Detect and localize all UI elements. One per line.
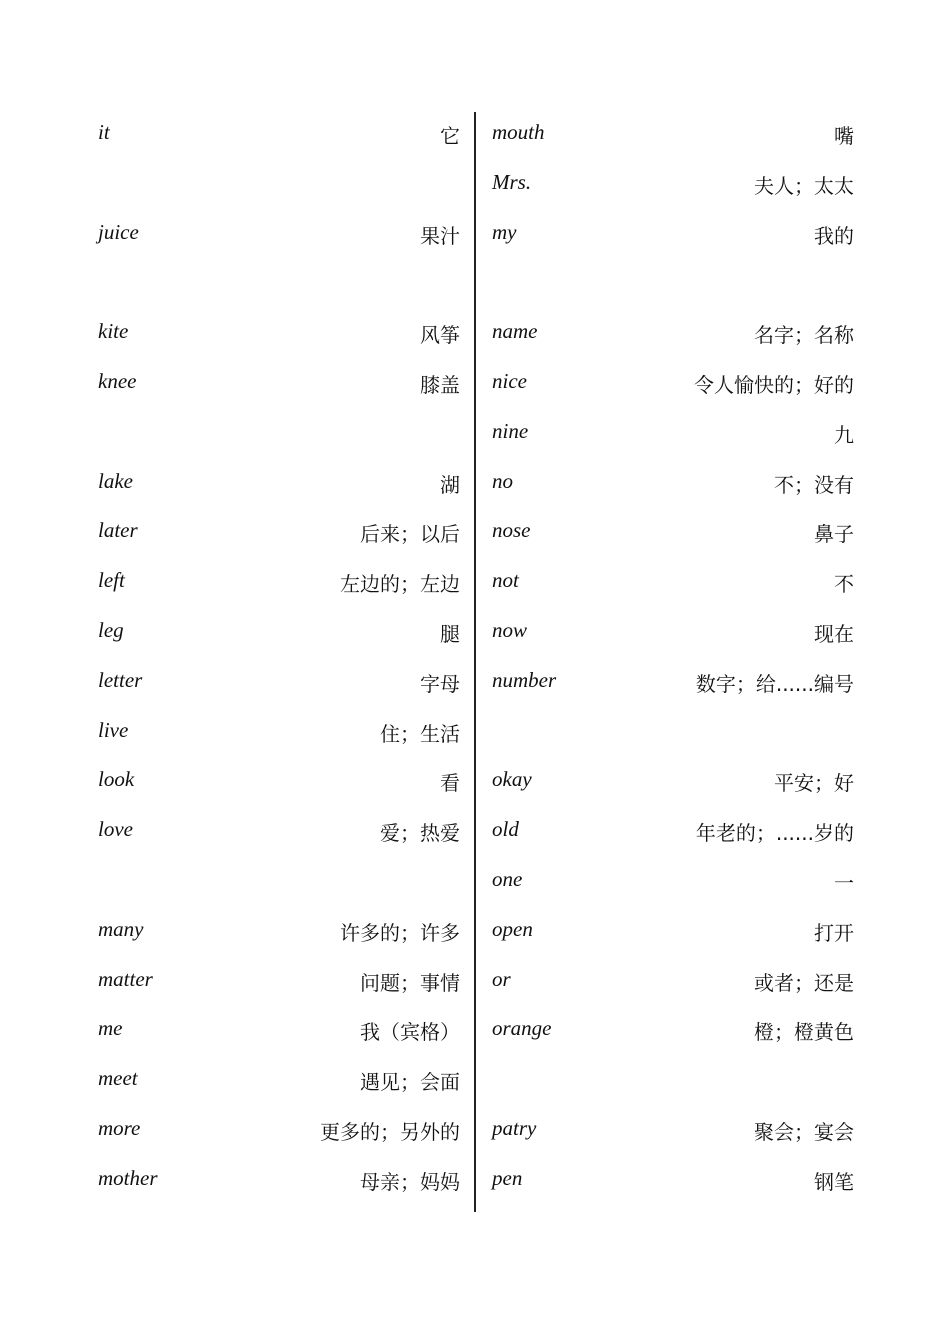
chinese-meaning: 爱；热爱 bbox=[380, 821, 460, 846]
english-word: nice bbox=[492, 368, 527, 393]
vocabulary-row bbox=[98, 909, 460, 959]
english-word: leg bbox=[98, 617, 124, 642]
vocabulary-row bbox=[98, 311, 460, 361]
chinese-meaning: 一 bbox=[834, 870, 854, 895]
english-word: juice bbox=[98, 219, 139, 244]
vocabulary-row bbox=[98, 411, 460, 461]
chinese-meaning: 现在 bbox=[814, 621, 854, 646]
vocabulary-row bbox=[492, 461, 854, 511]
vocabulary-row bbox=[98, 1108, 460, 1158]
english-word: mouth bbox=[492, 120, 545, 144]
chinese-meaning: 不；没有 bbox=[774, 472, 854, 497]
vocabulary-row bbox=[492, 411, 854, 461]
chinese-meaning: 数字；给......编号 bbox=[695, 671, 854, 696]
english-word: love bbox=[98, 817, 133, 842]
chinese-meaning: 住；生活 bbox=[380, 721, 460, 746]
vocabulary-row bbox=[492, 311, 854, 361]
vocabulary-row bbox=[98, 461, 460, 511]
vocabulary-row bbox=[492, 909, 854, 959]
vocabulary-right-column bbox=[492, 112, 854, 1212]
vocabulary-row bbox=[492, 112, 854, 162]
vocabulary-row bbox=[492, 809, 854, 859]
vocabulary-row bbox=[98, 809, 460, 859]
chinese-meaning: 它 bbox=[440, 124, 460, 148]
english-word: look bbox=[98, 767, 135, 792]
english-word: meet bbox=[98, 1066, 138, 1091]
vocabulary-row bbox=[492, 162, 854, 212]
chinese-meaning: 或者；还是 bbox=[754, 970, 854, 995]
english-word: number bbox=[492, 667, 557, 692]
chinese-meaning: 令人愉快的；好的 bbox=[694, 372, 854, 397]
vocabulary-row bbox=[98, 261, 460, 311]
english-word: patry bbox=[492, 1115, 537, 1140]
vocabulary-row bbox=[98, 1158, 460, 1208]
english-word: me bbox=[98, 1016, 123, 1041]
chinese-meaning: 问题；事情 bbox=[360, 970, 460, 995]
chinese-meaning: 平安；好 bbox=[774, 771, 854, 796]
english-word: kite bbox=[98, 319, 129, 344]
chinese-meaning: 左边的；左边 bbox=[340, 572, 460, 597]
chinese-meaning: 后来；以后 bbox=[360, 522, 460, 547]
chinese-meaning: 橙；橙黄色 bbox=[754, 1020, 854, 1045]
chinese-meaning: 风筝 bbox=[420, 323, 460, 348]
vocabulary-row bbox=[98, 1058, 460, 1108]
english-word: Mrs. bbox=[492, 169, 532, 194]
english-word: it bbox=[98, 120, 110, 144]
chinese-meaning: 看 bbox=[440, 771, 460, 796]
vocabulary-row bbox=[98, 1008, 460, 1058]
chinese-meaning: 果汁 bbox=[420, 223, 460, 248]
english-word: name bbox=[492, 319, 538, 344]
vocabulary-row bbox=[492, 361, 854, 411]
chinese-meaning: 聚会；宴会 bbox=[754, 1119, 854, 1144]
vocabulary-row bbox=[492, 1058, 854, 1108]
vocabulary-row bbox=[492, 959, 854, 1009]
chinese-meaning: 遇见；会面 bbox=[360, 1070, 460, 1095]
vocabulary-row bbox=[492, 610, 854, 660]
english-word: now bbox=[492, 617, 528, 642]
vocabulary-row bbox=[492, 212, 854, 262]
vocabulary-row bbox=[98, 112, 460, 162]
english-word: left bbox=[98, 568, 125, 593]
chinese-meaning: 腿 bbox=[440, 621, 460, 646]
english-word: nose bbox=[492, 518, 531, 543]
chinese-meaning: 不 bbox=[834, 572, 854, 597]
vocabulary-row bbox=[98, 510, 460, 560]
english-word: matter bbox=[98, 966, 153, 991]
vocabulary-row bbox=[98, 759, 460, 809]
vocabulary-row bbox=[98, 361, 460, 411]
vocabulary-row bbox=[98, 212, 460, 262]
english-word: no bbox=[492, 468, 513, 493]
english-word: nine bbox=[492, 418, 529, 443]
vocabulary-row bbox=[492, 560, 854, 610]
vocabulary-row bbox=[98, 710, 460, 760]
vocabulary-row bbox=[98, 959, 460, 1009]
column-divider bbox=[474, 112, 476, 1212]
english-word: okay bbox=[492, 767, 532, 792]
english-word: open bbox=[492, 916, 533, 941]
english-word: one bbox=[492, 866, 523, 891]
vocabulary-row bbox=[492, 261, 854, 311]
english-word: knee bbox=[98, 368, 137, 393]
chinese-meaning: 鼻子 bbox=[814, 522, 854, 547]
english-word: later bbox=[98, 518, 138, 543]
vocabulary-row bbox=[492, 759, 854, 809]
vocabulary-row bbox=[492, 1008, 854, 1058]
chinese-meaning: 打开 bbox=[814, 920, 854, 945]
english-word: pen bbox=[492, 1165, 523, 1190]
vocabulary-row bbox=[98, 660, 460, 710]
vocabulary-row bbox=[98, 162, 460, 212]
vocabulary-row bbox=[492, 1108, 854, 1158]
english-word: many bbox=[98, 916, 144, 941]
vocabulary-row bbox=[492, 510, 854, 560]
vocabulary-row bbox=[98, 610, 460, 660]
chinese-meaning: 年老的；......岁的 bbox=[695, 821, 854, 846]
english-word: old bbox=[492, 817, 519, 842]
chinese-meaning: 夫人；太太 bbox=[754, 173, 854, 198]
chinese-meaning: 湖 bbox=[440, 472, 460, 497]
vocabulary-row bbox=[492, 859, 854, 909]
english-word: mother bbox=[98, 1165, 158, 1190]
chinese-meaning: 嘴 bbox=[834, 124, 854, 148]
english-word: my bbox=[492, 219, 517, 244]
english-word: live bbox=[98, 717, 129, 742]
chinese-meaning: 许多的；许多 bbox=[340, 920, 460, 945]
vocabulary-row bbox=[492, 1158, 854, 1208]
chinese-meaning: 膝盖 bbox=[420, 372, 460, 397]
chinese-meaning: 字母 bbox=[420, 671, 460, 696]
english-word: letter bbox=[98, 667, 143, 692]
chinese-meaning: 我的 bbox=[814, 223, 854, 248]
english-word: orange bbox=[492, 1016, 552, 1041]
vocabulary-row bbox=[492, 710, 854, 760]
chinese-meaning: 钢笔 bbox=[814, 1169, 854, 1194]
chinese-meaning: 九 bbox=[834, 422, 854, 447]
english-word: not bbox=[492, 568, 519, 593]
vocabulary-row bbox=[98, 560, 460, 610]
chinese-meaning: 更多的；另外的 bbox=[320, 1119, 460, 1144]
chinese-meaning: 母亲；妈妈 bbox=[360, 1169, 460, 1194]
english-word: more bbox=[98, 1115, 141, 1140]
chinese-meaning: 名字；名称 bbox=[754, 323, 854, 348]
vocabulary-left-column bbox=[98, 112, 460, 1212]
english-word: lake bbox=[98, 468, 133, 493]
english-word: or bbox=[492, 966, 511, 991]
vocabulary-row bbox=[492, 660, 854, 710]
vocabulary-row bbox=[98, 859, 460, 909]
chinese-meaning: 我（宾格） bbox=[360, 1020, 460, 1045]
